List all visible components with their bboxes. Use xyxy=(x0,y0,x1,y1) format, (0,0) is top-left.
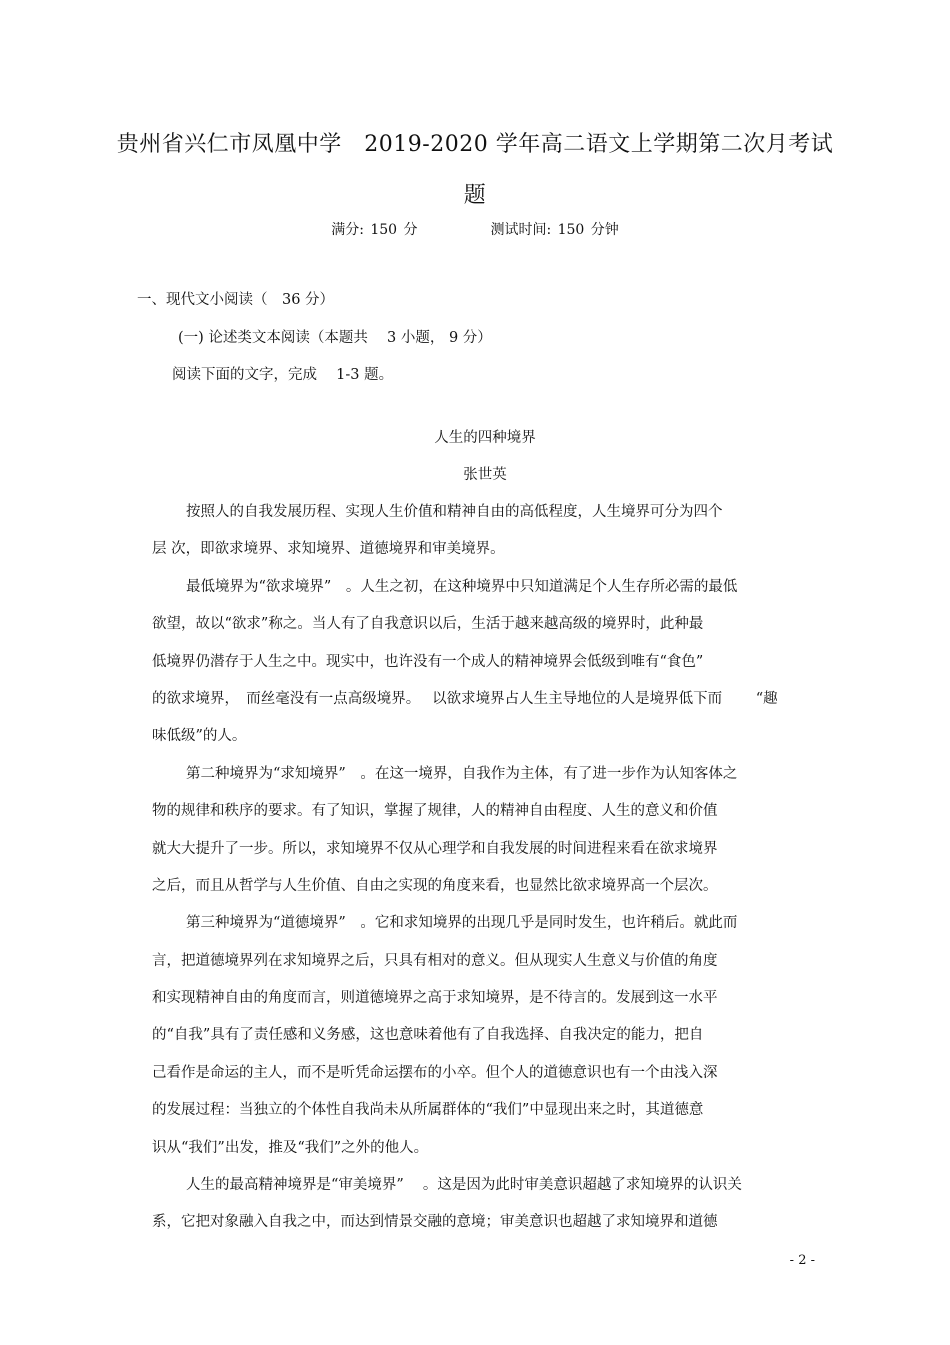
page-number: - 2 - xyxy=(789,1253,815,1268)
paragraph-line: 按照人的自我发展历程、实现人生价值和精神自由的高低程度，人生境界可分为四个 xyxy=(186,504,723,520)
paragraph-line: 之后，而且从哲学与人生价值、自由之实现的角度来看，也显然比欲求境界高一个层次。 xyxy=(152,878,718,894)
paragraph-line: 味低级”的人。 xyxy=(152,728,247,744)
reading-instruction: 阅读下面的文字，完成 1-3 题。 xyxy=(172,367,394,383)
paragraph-line: 和实现精神自由的角度而言，则道德境界之高于求知境界，是不待言的。发展到这一水平 xyxy=(152,990,718,1006)
paragraph-line: 第三种境界为“道德境界” 。它和求知境界的出现几乎是同时发生，也许稍后。就此而 xyxy=(186,915,738,931)
exam-meta xyxy=(0,219,950,239)
paragraph-line: 的欲求境界， 而丝毫没有一点高级境界。 以欲求境界占人生主导地位的人是境界低下而 “趣 xyxy=(152,691,778,707)
article-author: 张世英 xyxy=(463,467,507,483)
section-heading: 一、现代文小阅读（ 36 分） xyxy=(137,292,335,308)
paragraph-line: 识从“我们”出发，推及“我们”之外的他人。 xyxy=(152,1140,429,1156)
exam-title-line-2: 题 xyxy=(463,183,487,208)
paragraph-line: 就大大提升了一步。所以，求知境界不仅从心理学和自我发展的时间进程来看在欲求境界 xyxy=(152,841,718,857)
exam-title-line-1: 贵州省兴仁市凤凰中学 2019-2020 学年高二语文上学期第二次月考试 xyxy=(116,132,834,157)
paragraph-line: 系，它把对象融入自我之中，而达到情景交融的意境；审美意识也超越了求知境界和道德 xyxy=(152,1214,718,1230)
paragraph-line: 的“自我”具有了责任感和义务感，这也意味着他有了自我选择、自我决定的能力，把自 xyxy=(152,1027,704,1043)
paragraph-line: 第二种境界为“求知境界” 。在这一境界，自我作为主体，有了进一步作为认知客体之 xyxy=(186,766,738,782)
paragraph-line: 低境界仍潜存于人生之中。现实中，也许没有一个成人的精神境界会低级到唯有“食色” xyxy=(152,654,704,670)
paragraph-line: 最低境界为“欲求境界” 。人生之初，在这种境界中只知道满足个人生存所必需的最低 xyxy=(186,579,738,595)
article-title: 人生的四种境界 xyxy=(434,430,536,446)
paragraph-line: 欲望，故以“欲求”称之。当人有了自我意识以后，生活于越来越高级的境界时，此种最 xyxy=(152,616,704,632)
paragraph-line: 的发展过程：当独立的个体性自我尚未从所属群体的“我们”中显现出来之时，其道德意 xyxy=(152,1102,704,1118)
paragraph-line: 人生的最高精神境界是“审美境界” 。这是因为此时审美意识超越了求知境界的认识关 xyxy=(186,1177,742,1193)
full-score-label: 满分: 150 分 xyxy=(331,222,418,238)
paragraph-line: 言，把道德境界列在求知境界之后，只具有相对的意义。但从现实人生意义与价值的角度 xyxy=(152,953,718,969)
subsection-heading: (一) 论述类文本阅读（本题共 3 小题， 9 分） xyxy=(178,330,492,346)
paragraph-line: 己看作是命运的主人，而不是听凭命运摆布的小卒。但个人的道德意识也有一个由浅入深 xyxy=(152,1065,718,1081)
paragraph-line: 层 次，即欲求境界、求知境界、道德境界和审美境界。 xyxy=(152,541,505,557)
test-time-label: 测试时间: 150 分钟 xyxy=(490,222,619,238)
paragraph-line: 物的规律和秩序的要求。有了知识，掌握了规律，人的精神自由程度、人生的意义和价值 xyxy=(152,803,718,819)
